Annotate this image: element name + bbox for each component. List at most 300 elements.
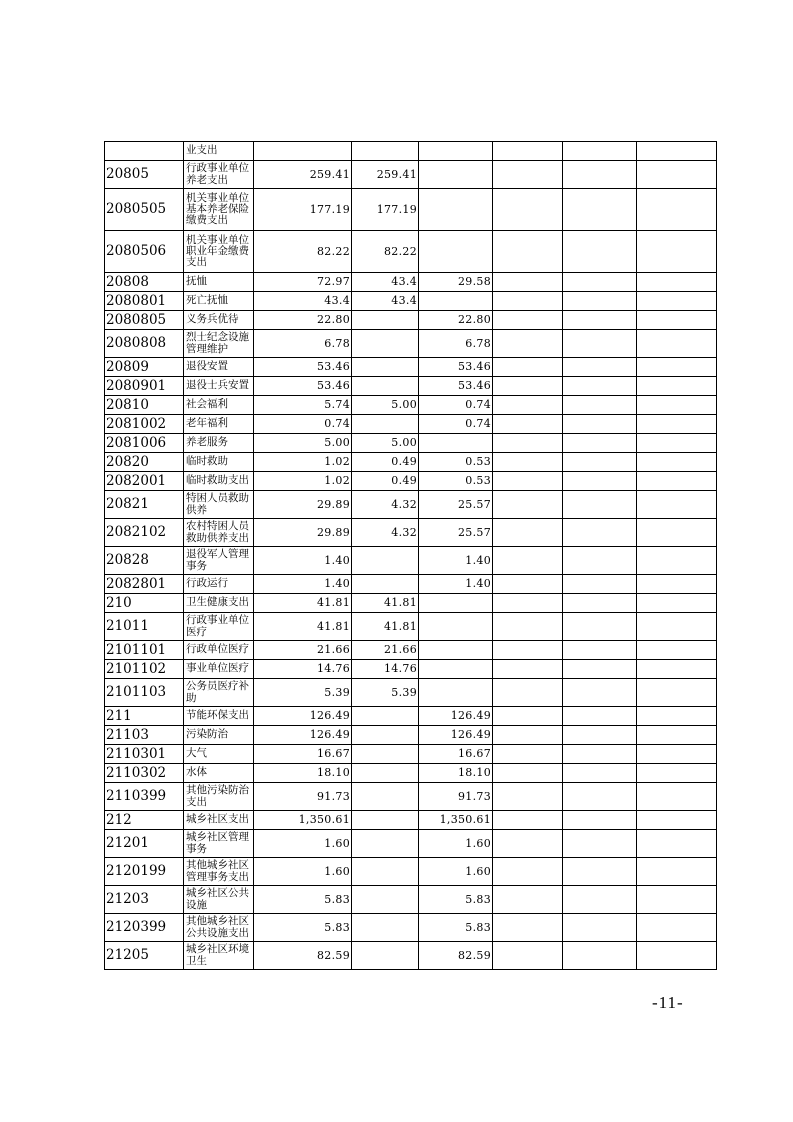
total-cell: 126.49 — [254, 707, 352, 726]
blank-cell — [563, 292, 637, 311]
blank-cell — [493, 161, 563, 189]
blank-cell — [637, 311, 717, 330]
total-cell: 5.39 — [254, 679, 352, 707]
total-cell: 259.41 — [254, 161, 352, 189]
project-cell: 82.59 — [419, 942, 493, 970]
basic-cell — [352, 886, 419, 914]
total-cell: 29.89 — [254, 519, 352, 547]
table-row — [105, 886, 717, 914]
blank-cell — [493, 358, 563, 377]
project-cell: 5.83 — [419, 914, 493, 942]
blank-cell — [637, 830, 717, 858]
total-cell: 5.83 — [254, 886, 352, 914]
total-cell: 29.89 — [254, 491, 352, 519]
blank-cell — [563, 858, 637, 886]
table-row — [105, 330, 717, 358]
name-cell: 烈士纪念设施管理维护 — [184, 330, 254, 358]
code-cell: 2080805 — [105, 311, 184, 330]
total-cell: 22.80 — [254, 311, 352, 330]
blank-cell — [563, 783, 637, 811]
code-cell: 2101102 — [105, 660, 184, 679]
blank-cell — [637, 726, 717, 745]
blank-cell — [493, 311, 563, 330]
basic-cell: 14.76 — [352, 660, 419, 679]
blank-cell — [563, 764, 637, 783]
code-cell: 20820 — [105, 453, 184, 472]
total-cell: 53.46 — [254, 358, 352, 377]
blank-cell — [637, 858, 717, 886]
code-cell: 212 — [105, 811, 184, 830]
blank-cell — [493, 660, 563, 679]
table-row — [105, 830, 717, 858]
table-row — [105, 575, 717, 594]
table-row — [105, 453, 717, 472]
blank-cell — [637, 575, 717, 594]
project-cell — [419, 434, 493, 453]
code-cell: 21201 — [105, 830, 184, 858]
table-row — [105, 594, 717, 613]
total-cell: 1,350.61 — [254, 811, 352, 830]
code-cell: 2082001 — [105, 472, 184, 491]
name-cell: 污染防治 — [184, 726, 254, 745]
blank-cell — [637, 764, 717, 783]
blank-cell — [493, 641, 563, 660]
table-row — [105, 189, 717, 231]
table-row — [105, 472, 717, 491]
total-cell: 72.97 — [254, 273, 352, 292]
total-cell: 14.76 — [254, 660, 352, 679]
table-row — [105, 519, 717, 547]
table-row — [105, 231, 717, 273]
total-cell: 5.74 — [254, 396, 352, 415]
blank-cell — [493, 396, 563, 415]
name-cell: 事业单位医疗 — [184, 660, 254, 679]
table-row — [105, 745, 717, 764]
table-row — [105, 726, 717, 745]
basic-cell: 4.32 — [352, 519, 419, 547]
project-cell: 1.60 — [419, 858, 493, 886]
code-cell: 20805 — [105, 161, 184, 189]
total-cell: 21.66 — [254, 641, 352, 660]
name-cell: 其他污染防治支出 — [184, 783, 254, 811]
project-cell — [419, 231, 493, 273]
basic-cell — [352, 942, 419, 970]
code-cell: 2082102 — [105, 519, 184, 547]
blank-cell — [563, 189, 637, 231]
table-row — [105, 292, 717, 311]
code-cell: 2080801 — [105, 292, 184, 311]
total-cell: 0.74 — [254, 415, 352, 434]
basic-cell — [352, 783, 419, 811]
table-row — [105, 613, 717, 641]
name-cell: 机关事业单位职业年金缴费支出 — [184, 231, 254, 273]
blank-cell — [563, 886, 637, 914]
code-cell: 2080808 — [105, 330, 184, 358]
blank-cell — [637, 886, 717, 914]
blank-cell — [637, 434, 717, 453]
total-cell: 18.10 — [254, 764, 352, 783]
basic-cell — [352, 858, 419, 886]
name-cell: 行政运行 — [184, 575, 254, 594]
blank-cell — [493, 142, 563, 161]
basic-cell — [352, 830, 419, 858]
blank-cell — [493, 613, 563, 641]
basic-cell: 5.00 — [352, 396, 419, 415]
blank-cell — [637, 142, 717, 161]
table-row — [105, 764, 717, 783]
blank-cell — [563, 707, 637, 726]
blank-cell — [563, 613, 637, 641]
project-cell: 53.46 — [419, 377, 493, 396]
name-cell: 养老服务 — [184, 434, 254, 453]
blank-cell — [563, 575, 637, 594]
table-row — [105, 142, 717, 161]
name-cell: 退役军人管理事务 — [184, 547, 254, 575]
project-cell: 53.46 — [419, 358, 493, 377]
project-cell — [419, 161, 493, 189]
blank-cell — [637, 189, 717, 231]
total-cell: 1.40 — [254, 575, 352, 594]
blank-cell — [493, 330, 563, 358]
basic-cell: 82.22 — [352, 231, 419, 273]
table-row — [105, 273, 717, 292]
total-cell: 5.83 — [254, 914, 352, 942]
blank-cell — [493, 434, 563, 453]
blank-cell — [563, 358, 637, 377]
table-row — [105, 641, 717, 660]
blank-cell — [493, 189, 563, 231]
basic-cell: 5.39 — [352, 679, 419, 707]
code-cell: 20809 — [105, 358, 184, 377]
basic-cell — [352, 547, 419, 575]
total-cell: 16.67 — [254, 745, 352, 764]
total-cell: 5.00 — [254, 434, 352, 453]
blank-cell — [563, 660, 637, 679]
table-row — [105, 783, 717, 811]
blank-cell — [637, 594, 717, 613]
project-cell: 16.67 — [419, 745, 493, 764]
name-cell: 其他城乡社区管理事务支出 — [184, 858, 254, 886]
project-cell — [419, 641, 493, 660]
blank-cell — [563, 679, 637, 707]
name-cell: 大气 — [184, 745, 254, 764]
project-cell: 25.57 — [419, 491, 493, 519]
basic-cell: 41.81 — [352, 613, 419, 641]
basic-cell: 177.19 — [352, 189, 419, 231]
blank-cell — [637, 641, 717, 660]
table-row — [105, 811, 717, 830]
project-cell — [419, 142, 493, 161]
table-row — [105, 396, 717, 415]
name-cell: 水体 — [184, 764, 254, 783]
blank-cell — [563, 161, 637, 189]
table-row — [105, 914, 717, 942]
blank-cell — [563, 491, 637, 519]
blank-cell — [493, 783, 563, 811]
project-cell: 1.40 — [419, 575, 493, 594]
table-row — [105, 415, 717, 434]
total-cell: 41.81 — [254, 613, 352, 641]
blank-cell — [563, 330, 637, 358]
blank-cell — [493, 377, 563, 396]
blank-cell — [637, 330, 717, 358]
blank-cell — [637, 453, 717, 472]
blank-cell — [563, 415, 637, 434]
blank-cell — [637, 811, 717, 830]
basic-cell — [352, 811, 419, 830]
total-cell: 1.60 — [254, 858, 352, 886]
project-cell — [419, 660, 493, 679]
name-cell: 机关事业单位基本养老保险缴费支出 — [184, 189, 254, 231]
code-cell: 2081002 — [105, 415, 184, 434]
code-cell: 21011 — [105, 613, 184, 641]
project-cell: 29.58 — [419, 273, 493, 292]
code-cell: 21205 — [105, 942, 184, 970]
blank-cell — [493, 575, 563, 594]
code-cell: 2101101 — [105, 641, 184, 660]
blank-cell — [637, 942, 717, 970]
name-cell: 城乡社区支出 — [184, 811, 254, 830]
total-cell: 1.60 — [254, 830, 352, 858]
project-cell — [419, 613, 493, 641]
blank-cell — [493, 491, 563, 519]
name-cell: 行政事业单位养老支出 — [184, 161, 254, 189]
blank-cell — [563, 311, 637, 330]
total-cell: 53.46 — [254, 377, 352, 396]
code-cell: 2101103 — [105, 679, 184, 707]
table-body — [105, 142, 717, 970]
project-cell: 22.80 — [419, 311, 493, 330]
blank-cell — [637, 161, 717, 189]
blank-cell — [637, 679, 717, 707]
blank-cell — [493, 707, 563, 726]
blank-cell — [563, 726, 637, 745]
blank-cell — [493, 830, 563, 858]
blank-cell — [637, 472, 717, 491]
basic-cell — [352, 358, 419, 377]
blank-cell — [493, 415, 563, 434]
basic-cell — [352, 575, 419, 594]
code-cell: 20821 — [105, 491, 184, 519]
code-cell: 2120199 — [105, 858, 184, 886]
total-cell: 41.81 — [254, 594, 352, 613]
table-row — [105, 358, 717, 377]
code-cell: 2082801 — [105, 575, 184, 594]
name-cell: 其他城乡社区公共设施支出 — [184, 914, 254, 942]
table-row — [105, 942, 717, 970]
name-cell: 行政单位医疗 — [184, 641, 254, 660]
basic-cell — [352, 142, 419, 161]
blank-cell — [563, 811, 637, 830]
basic-cell — [352, 330, 419, 358]
project-cell — [419, 679, 493, 707]
blank-cell — [493, 231, 563, 273]
project-cell: 126.49 — [419, 726, 493, 745]
code-cell: 2110301 — [105, 745, 184, 764]
blank-cell — [563, 231, 637, 273]
name-cell: 退役安置 — [184, 358, 254, 377]
blank-cell — [637, 707, 717, 726]
blank-cell — [493, 547, 563, 575]
code-cell: 211 — [105, 707, 184, 726]
project-cell: 1.40 — [419, 547, 493, 575]
blank-cell — [563, 594, 637, 613]
blank-cell — [563, 142, 637, 161]
basic-cell — [352, 745, 419, 764]
basic-cell — [352, 764, 419, 783]
blank-cell — [637, 231, 717, 273]
blank-cell — [493, 942, 563, 970]
name-cell: 城乡社区公共设施 — [184, 886, 254, 914]
name-cell: 节能环保支出 — [184, 707, 254, 726]
basic-cell: 259.41 — [352, 161, 419, 189]
project-cell: 5.83 — [419, 886, 493, 914]
name-cell: 老年福利 — [184, 415, 254, 434]
basic-cell: 43.4 — [352, 273, 419, 292]
total-cell: 6.78 — [254, 330, 352, 358]
code-cell: 2110399 — [105, 783, 184, 811]
basic-cell — [352, 377, 419, 396]
name-cell: 城乡社区环境卫生 — [184, 942, 254, 970]
name-cell: 特困人员救助供养 — [184, 491, 254, 519]
code-cell: 20810 — [105, 396, 184, 415]
basic-cell — [352, 914, 419, 942]
basic-cell — [352, 707, 419, 726]
name-cell: 农村特困人员救助供养支出 — [184, 519, 254, 547]
blank-cell — [637, 396, 717, 415]
blank-cell — [563, 273, 637, 292]
basic-cell — [352, 415, 419, 434]
project-cell: 0.74 — [419, 415, 493, 434]
code-cell: 20808 — [105, 273, 184, 292]
name-cell: 抚恤 — [184, 273, 254, 292]
blank-cell — [563, 519, 637, 547]
name-cell: 临时救助支出 — [184, 472, 254, 491]
basic-cell: 4.32 — [352, 491, 419, 519]
blank-cell — [493, 764, 563, 783]
total-cell: 1.02 — [254, 472, 352, 491]
project-cell — [419, 292, 493, 311]
total-cell: 82.22 — [254, 231, 352, 273]
total-cell: 91.73 — [254, 783, 352, 811]
total-cell — [254, 142, 352, 161]
table-row — [105, 858, 717, 886]
blank-cell — [493, 594, 563, 613]
blank-cell — [563, 745, 637, 764]
basic-cell: 0.49 — [352, 453, 419, 472]
project-cell: 18.10 — [419, 764, 493, 783]
basic-cell — [352, 311, 419, 330]
project-cell: 6.78 — [419, 330, 493, 358]
code-cell: 2120399 — [105, 914, 184, 942]
blank-cell — [563, 641, 637, 660]
project-cell: 1.60 — [419, 830, 493, 858]
table-row — [105, 377, 717, 396]
blank-cell — [563, 547, 637, 575]
blank-cell — [493, 811, 563, 830]
blank-cell — [637, 914, 717, 942]
table-row — [105, 161, 717, 189]
code-cell: 2080505 — [105, 189, 184, 231]
code-cell: 2080901 — [105, 377, 184, 396]
project-cell: 0.53 — [419, 472, 493, 491]
blank-cell — [493, 858, 563, 886]
total-cell: 82.59 — [254, 942, 352, 970]
blank-cell — [637, 613, 717, 641]
blank-cell — [493, 726, 563, 745]
name-cell: 临时救助 — [184, 453, 254, 472]
basic-cell: 0.49 — [352, 472, 419, 491]
total-cell: 43.4 — [254, 292, 352, 311]
name-cell: 卫生健康支出 — [184, 594, 254, 613]
code-cell: 21103 — [105, 726, 184, 745]
table-row — [105, 434, 717, 453]
name-cell: 城乡社区管理事务 — [184, 830, 254, 858]
name-cell: 义务兵优待 — [184, 311, 254, 330]
name-cell: 退役士兵安置 — [184, 377, 254, 396]
project-cell: 0.53 — [419, 453, 493, 472]
basic-cell: 21.66 — [352, 641, 419, 660]
table-row — [105, 660, 717, 679]
page-number: -11- — [652, 993, 684, 1012]
blank-cell — [563, 377, 637, 396]
blank-cell — [637, 491, 717, 519]
code-cell: 20828 — [105, 547, 184, 575]
project-cell: 91.73 — [419, 783, 493, 811]
project-cell: 126.49 — [419, 707, 493, 726]
name-cell: 公务员医疗补助 — [184, 679, 254, 707]
blank-cell — [563, 396, 637, 415]
project-cell — [419, 594, 493, 613]
blank-cell — [637, 415, 717, 434]
table-row — [105, 311, 717, 330]
basic-cell: 43.4 — [352, 292, 419, 311]
basic-cell: 5.00 — [352, 434, 419, 453]
blank-cell — [493, 273, 563, 292]
blank-cell — [493, 745, 563, 764]
code-cell: 2080506 — [105, 231, 184, 273]
blank-cell — [493, 679, 563, 707]
table-row — [105, 491, 717, 519]
blank-cell — [563, 453, 637, 472]
total-cell: 126.49 — [254, 726, 352, 745]
name-cell: 行政事业单位医疗 — [184, 613, 254, 641]
table-row — [105, 707, 717, 726]
budget-table — [104, 141, 717, 970]
blank-cell — [637, 292, 717, 311]
project-cell: 25.57 — [419, 519, 493, 547]
blank-cell — [493, 453, 563, 472]
code-cell: 2110302 — [105, 764, 184, 783]
blank-cell — [563, 914, 637, 942]
blank-cell — [637, 273, 717, 292]
blank-cell — [493, 914, 563, 942]
basic-cell: 41.81 — [352, 594, 419, 613]
blank-cell — [563, 830, 637, 858]
project-cell: 0.74 — [419, 396, 493, 415]
blank-cell — [637, 547, 717, 575]
table-row — [105, 547, 717, 575]
blank-cell — [637, 783, 717, 811]
blank-cell — [563, 942, 637, 970]
basic-cell — [352, 726, 419, 745]
code-cell: 2081006 — [105, 434, 184, 453]
blank-cell — [493, 519, 563, 547]
name-cell: 社会福利 — [184, 396, 254, 415]
blank-cell — [637, 377, 717, 396]
blank-cell — [493, 472, 563, 491]
code-cell: 21203 — [105, 886, 184, 914]
